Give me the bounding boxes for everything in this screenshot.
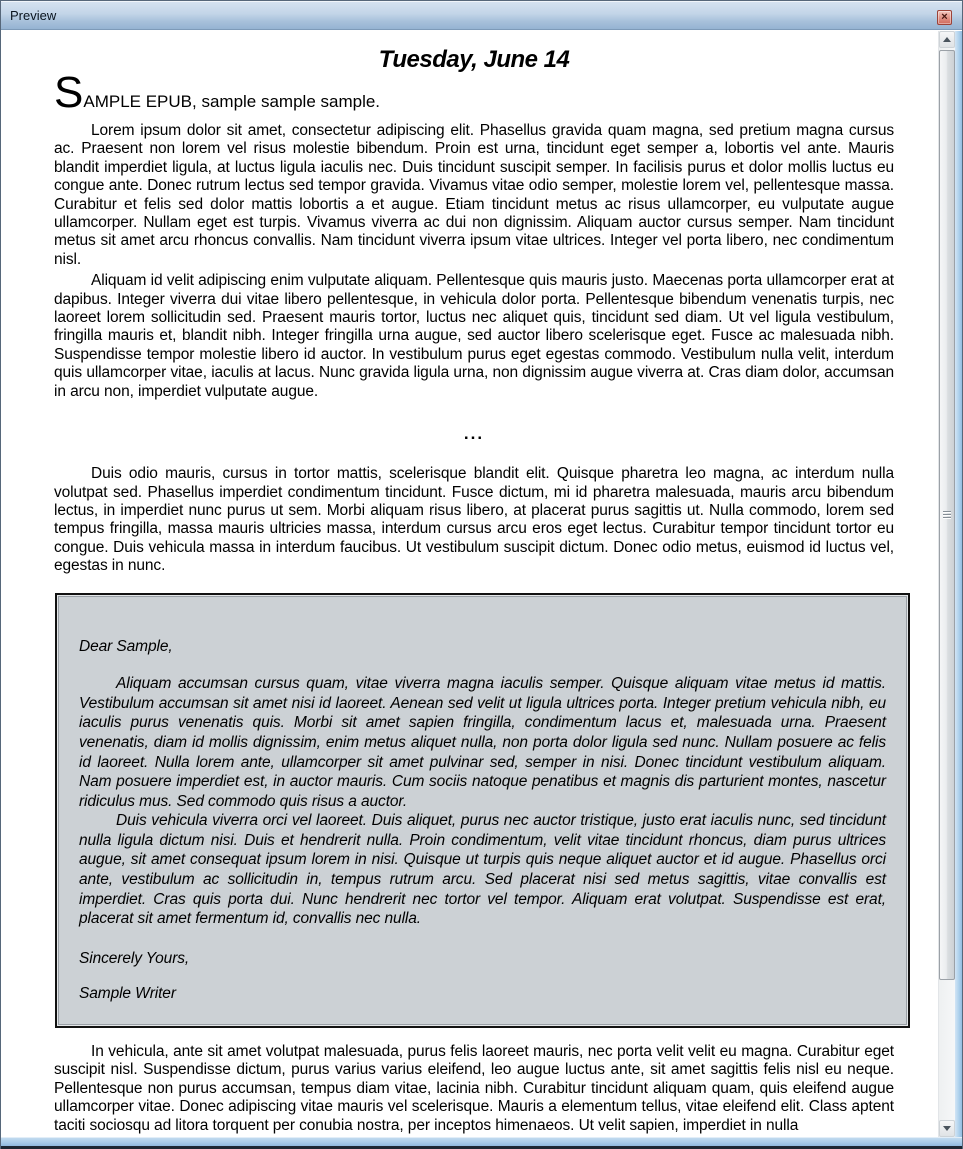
letter-paragraph: Aliquam accumsan cursus quam, vitae viverra magna iaculis semper. Quisque aliquam vitae metus id mattis. Vestibulum accumsan sit amet nisi id laoreet. Aenean sed velit ut ligula ultrices porta. Integer pretium vehicula nibh, eu iaculis purus venenatis quis. Morbi sit amet sapien fringilla, condimentum lacus et, malesuada urna. Praesent venenatis, diam id mollis dignissim, enim metus aliquet nulla, non porta dolor ligula sed nunc. Nullam posuere ac felis id laoreet. Nulla lorem ante, ullamcorper sit amet pulvinar sed, semper in nisi. Donec tincidunt vestibulum aliquam. Nam posuere imperdiet est, in auctor mauris. Cum sociis natoque penatibus et magnis dis parturient montes, nascetur ridiculus mus. Sed commodo quis risus a auctor.	[79, 675, 886, 810]
scrollbar-track[interactable]	[939, 48, 955, 1120]
letter-signature: Sample Writer	[79, 985, 176, 1003]
scroll-up-button[interactable]	[939, 31, 955, 48]
body-paragraph: Duis odio mauris, cursus in tortor mattis, scelerisque blandit elit. Quisque pharetra leo magna, ac interdum nulla volutpat sed. Phasellus imperdiet condimentum tincidunt. Fusce dictum, mi id pharetra malesuada, mauris arcu bibendum lectus, in imperdiet nunc purus ut sem. Morbi aliquam risus libero, at placerat purus sagittis ut. Nulla commodo, lorem sed tempus fringilla, massa mauris ultricies massa, interdum cursus arcu eros eget lectus. Curabitur tempor tincidunt tortor eu congue. Duis vehicula massa in interdum faucibus. Ut vestibulum suscipit dictum. Donec odio metus, euismod id luctus vel, egestas in nunc.	[54, 465, 894, 575]
lead-text: AMPLE EPUB, sample sample sample.	[83, 92, 381, 111]
window-frame-bottom	[1, 1137, 962, 1149]
document-preview-pane	[1, 31, 938, 1137]
scroll-down-icon	[943, 1126, 951, 1131]
drop-cap: S	[54, 68, 84, 117]
document-heading: Tuesday, June 14	[378, 46, 570, 73]
window-title: Preview	[10, 8, 57, 23]
section-separator: ...	[463, 424, 485, 444]
body-paragraph: In vehicula, ante sit amet volutpat malesuada, purus felis laoreet mauris, nec porta velit velit eu magna. Curabitur eget suscipit nisl. Suspendisse dictum, purus varius varius eleifend, leo augue luctus ante, sit amet sagittis felis nisl eu neque. Pellentesque non purus accumsan, tempus diam vitae, lacinia nibh. Curabitur tincidunt aliquam quam, quis eleifend augue ullamcorper vitae. Donec adipiscing vitae mauris vel scelerisque. Mauris a elementum tellus, vitae eleifend elit. Class aptent taciti sociosqu ad litora torquent per conubia nostra, per inceptos himenaeos. Ut velit sapien, imperdiet in nulla	[54, 1043, 894, 1134]
title-bar	[1, 1, 962, 30]
letter-closing: Sincerely Yours,	[79, 949, 190, 967]
lead-paragraph	[54, 68, 894, 117]
close-button[interactable]	[937, 10, 952, 25]
body-paragraph: Aliquam id velit adipiscing enim vulputate aliquam. Pellentesque quis mauris justo. Maecenas porta ullamcorper erat at dapibus. Integer viverra dui vitae libero pellentesque, in vehicula dolor porta. Pellentesque bibendum venenatis turpis, nec laoreet lorem sollicitudin sed. Praesent mauris tortor, luctus nec aliquet quis, tincidunt sed diam. Ut vel ligula vestibulum, fringilla mauris et, blandit nibh. Integer fringilla urna augue, sed auctor libero scelerisque eget. Fusce ac malesuada nibh. Suspendisse tempor molestie libero id auctor. In vestibulum purus eget egestas commodo. Vestibulum nulla velit, interdum quis ullamcorper vitae, iaculis at lacus. Nunc gravida ligula urna, non dignissim augue viverra at. Cras diam dolor, accumsan in arcu non, imperdiet vulputate augue.	[54, 272, 894, 400]
window-frame-right	[955, 31, 962, 1149]
vertical-scrollbar[interactable]	[938, 31, 955, 1137]
letter-salutation: Dear Sample,	[79, 637, 173, 655]
letter-box	[55, 593, 910, 1029]
scroll-down-button[interactable]	[939, 1120, 955, 1137]
scrollbar-thumb[interactable]	[939, 50, 955, 980]
body-paragraph: Lorem ipsum dolor sit amet, consectetur adipiscing elit. Phasellus gravida quam magna, sed pretium magna cursus ac. Praesent non lorem vel risus molestie bibendum. Proin est urna, tincidunt eget semper a, lobortis vel ante. Mauris blandit imperdiet ligula, at luctus ligula iaculis nec. Duis tincidunt suscipit semper. In facilisis purus et dolor mollis luctus eu congue ante. Donec rutrum lectus sed tempor gravida. Vivamus vitae odio semper, molestie lorem vel, pellentesque massa. Curabitur et felis sed dolor mattis lobortis a et augue. Etiam tincidunt metus ac risus ullamcorper, eu vulputate augue ullamcorper. Nullam eget est turpis. Vivamus viverra ac dui non dignissim. Aliquam auctor cursus semper. Nam tincidunt metus sit amet arcu rhoncus convallis. Nam tincidunt viverra ipsum vitae ultrices. Integer vel porta libero, nec condimentum nisl.	[54, 122, 894, 268]
close-icon: ×	[941, 11, 948, 23]
letter-paragraph: Duis vehicula viverra orci vel laoreet. Duis aliquet, purus nec auctor tristique, justo erat iaculis nunc, sed tincidunt nulla ligula dictum nisi. Duis et hendrerit nulla. Proin condimentum, velit vitae tincidunt rhoncus, diam purus ultrices augue, sit amet consequat ipsum lorem in nisi. Quisque ut turpis quis neque aliquet auctor et id augue. Phasellus orci ante, vestibulum ac sollicitudin in, tempus rutrum arcu. Sed placerat nisi sed metus sagittis, vitae convallis est imperdiet. Cras quis porta dui. Nunc hendrerit nec tortor vel tempor. Aliquam erat volutpat. Suspendisse est erat, placerat sit amet fermentum id, convallis nec nulla.	[79, 812, 886, 928]
scroll-up-icon	[943, 37, 951, 42]
scrollbar-grip-icon	[943, 511, 951, 519]
epub-document	[1, 31, 938, 1135]
